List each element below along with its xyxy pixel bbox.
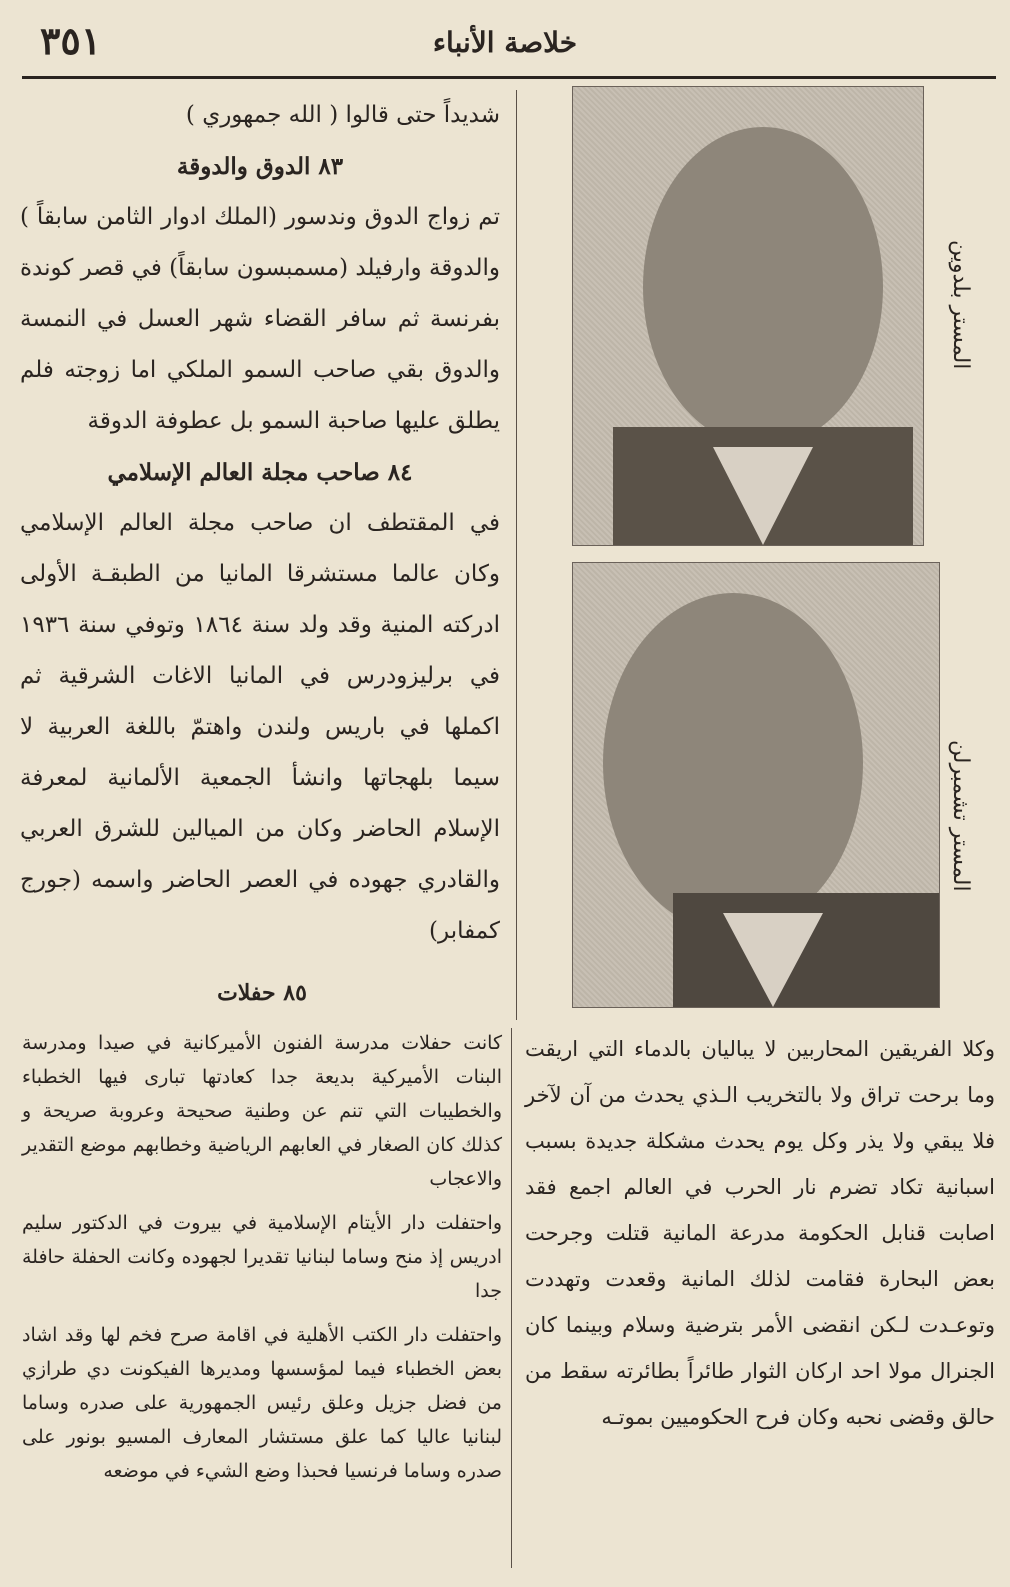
portrait-photo-baldwin [572,86,924,546]
item-83-text: تم زواج الدوق وندسور (الملك ادوار الثامن سابقاً ) والدوقة وارفيلد (مسمبسون سابقاً) في قصر كوندة بفرنسة ثم سافر القضاء شهر العسل في النمسة والدوق بقي صاحب السمو الملكي اما زوجته فلم يطلق عليها صاحبة السمو بل عطوفة الدوقة [20,204,500,434]
events-paragraph-3: واحتفلت دار الكتب الأهلية في اقامة صرح فخم لها وقد اشاد بعض الخطباء فيما لمؤسسها ومديرها الفيكونت دي طرازي من فضل جزيل وعلق رئيس الجمهورية على صدره وساما لبنانيا عاليا كما علق مستشار المعارف المسيو بونور على صدره وساما فرنسيا فحبذا وضع الشيء في موضعه [22,1324,502,1482]
main-text-column [20,90,500,957]
item-84-title: ٨٤ صاحب مجلة العالم الإسلامي [107,459,413,486]
item-83-title: ٨٣ الدوق والدوقة [176,153,344,180]
item-85-title: ٨٥ حفلات [217,980,307,1006]
running-title: خلاصة الأنباء [432,26,578,59]
caption-chamberlain: المستر تشمبرلن [948,740,973,892]
events-paragraph-2: واحتفلت دار الأيتام الإسلامية في بيروت في الدكتور سليم ادريس إذ منح وساما لبنانيا تقديرا لجهوده وكانت الحفلة حافلة جدا [22,1212,502,1302]
continued-text: شديداً حتى قالوا ( الله جمهوري ) [185,102,500,128]
column-divider-bottom [511,1028,512,1568]
events-text-column [22,1026,502,1498]
header-rule [22,76,996,79]
caption-baldwin: المستر بلدوين [948,240,973,370]
portrait-photo-chamberlain [572,562,940,1008]
spain-paragraph: وكلا الفريقين المحاربين لا يباليان بالدماء التي اريقت وما برحت تراق ولا بالتخريب الـذي يحدث من آن لآخر فلا يبقي ولا يذر وكل يوم يحدث مشكلة جديدة بسبب اسبانية تكاد تضرم نار الحرب في العالم اجمع فقد اصابت قنابل الحكومة مدرعة المانية قتلت وجرحت بعض البحارة فقامت لذلك المانية وقعدت وتهددت وتوعـدت لـكن انقضى الأمر بترضية وسلام وبينما كان الجنرال مولا احد اركان الثوار طائراً بطائرته سقط من حالق وقضى نحبه وكان فرح الحكوميين بموتـه [525,1037,995,1429]
events-paragraph-1: كانت حفلات مدرسة الفنون الأميركانية في صيدا ومدرسة البنات الأميركية بديعة جدا كعادتها تبارى فيها الخطباء والخطيبات التي تنم عن وطنية صحيحة وعروبة صريحة و كذلك كان الصغار في العابهم الرياضية وخطابهم موضع التقدير والاعجاب [22,1032,502,1190]
item-84-text: في المقتطف ان صاحب مجلة العالم الإسلامي وكان عالما مستشرقا المانيا من الطبقـة الأولى ادركته المنية وقد ولد سنة ١٨٦٤ وتوفي سنة ١٩٣٦ في برليزودرس في المانيا الاغات الشرقية ثم اكملها في باريس ولندن واهتمّ باللغة العربية لا سيما بلهجاتها وانشأ الجمعية الألمانية لمعرفة الإسلام الحاضر وكان من الميالين للشرق العربي والقادري جهوده في العصر الحاضر واسمه (جورج كمفابر) [20,510,501,944]
page-number: ٣٥١ [40,18,102,63]
portrait-image [573,563,939,1007]
column-divider [516,90,517,1020]
portrait-image [573,87,923,545]
spain-text-column [525,1026,995,1440]
